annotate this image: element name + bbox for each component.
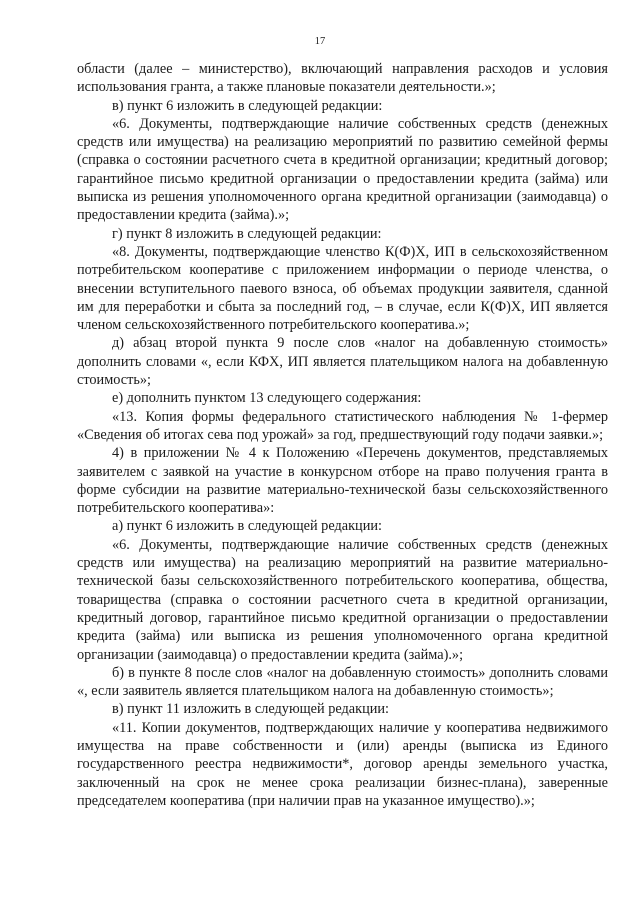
paragraph: в) пункт 6 изложить в следующей редакции: (112, 97, 383, 114)
page-number: 17 (314, 36, 326, 47)
paragraph: «13. Копия формы федерального статистического наблюдения № 1-фермер «Сведения об итогах сева под урожай» за год, предшествующий году подачи заявки.»; (77, 408, 608, 443)
paragraph: «8. Документы, подтверждающие членство К(Ф)Х, ИП в сельскохозяйственном потребительском кооперативе с приложением информации о периоде членства, о внесении вступительного паевого взноса, об объемах продукции заявителя, сданной им для переработки и сбыта за последний год, – в случае, если К(Ф)Х, ИП является членом сельскохозяйственного потребительского кооператива.»; (77, 243, 608, 334)
paragraph: г) пункт 8 изложить в следующей редакции: (112, 225, 382, 242)
paragraph: д) абзац второй пункта 9 после слов «налог на добавленную стоимость» дополнить словами «, если КФХ, ИП является плательщиком налога на добавленную стоимость»; (77, 335, 608, 389)
paragraph: а) пункт 6 изложить в следующей редакции: (112, 518, 382, 535)
document-body (77, 60, 608, 810)
paragraph: «6. Документы, подтверждающие наличие собственных средств (денежных средств или имущества) на реализацию мероприятий на развитие материально-технической базы сельскохозяйственного потребительского кооператива, общества, товарищества (справка о состоянии расчетного счета в кредитной организации, кредитный договор, гарантийное письмо кредитной организации о предоставлении кредита (займа) или выписка из решения уполномоченного органа кредитной организации (заимодавца) о предоставлении кредита (займа).»; (77, 536, 608, 663)
paragraph: е) дополнить пунктом 13 следующего содержания: (112, 390, 422, 407)
paragraph: области (далее – министерство), включающий направления расходов и условия использования гранта, а также плановые показатели деятельности.»; (77, 61, 608, 96)
paragraph: б) в пункте 8 после слов «налог на добавленную стоимость» дополнить словами «, если заявитель является плательщиком налога на добавленную стоимость»; (77, 664, 608, 700)
paragraph: «11. Копии документов, подтверждающих наличие у кооператива недвижимого имущества на праве собственности и (или) аренды (выписка из Единого государственного реестра недвижимости*, договор аренды земельного участка, заключенный на срок не менее срока реализации бизнес-плана), заверенные председателем кооператива (при наличии прав на указанное имущество).»; (77, 719, 608, 809)
paragraph: «6. Документы, подтверждающие наличие собственных средств (денежных средств или имущества) на реализацию мероприятий по развитию семейной фермы (справка о состоянии расчетного счета в кредитной организации; кредитный договор; гарантийное письмо кредитной организации о предоставлении кредита (займа) или выписка из решения уполномоченного органа кредитной организации (заимодавца) о предоставлении кредита (займа).»; (77, 115, 608, 224)
paragraph: 4) в приложении № 4 к Положению «Перечень документов, представляемых заявителем с заявкой на участие в конкурсном отборе на право получения гранта в форме субсидии на развитие материально-технической базы сельскохозяйственного потребительского кооператива»: (77, 445, 608, 517)
paragraph: в) пункт 11 изложить в следующей редакции: (112, 701, 389, 718)
